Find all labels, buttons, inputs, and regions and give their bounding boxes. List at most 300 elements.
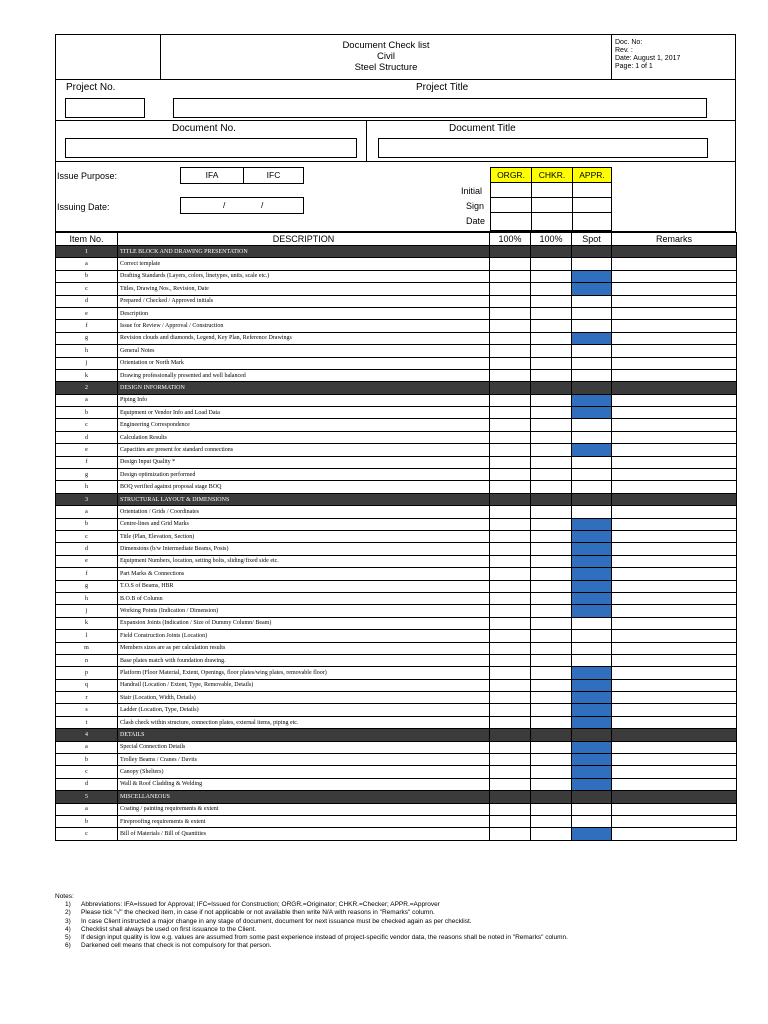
remarks-cell[interactable] [612,778,737,790]
date-separator: / [261,200,264,210]
document-no-field[interactable] [65,138,357,158]
spot-check-cell[interactable] [572,320,612,332]
table-row [56,394,737,406]
spot-check-cell[interactable] [572,716,612,728]
spot-check-cell[interactable] [572,332,612,344]
orgr-check-cell[interactable] [490,617,531,629]
chkr-date[interactable] [531,212,573,231]
section-row [56,382,737,394]
orgr-sign[interactable] [490,197,532,213]
remarks-cell[interactable] [612,555,737,567]
chkr-check-cell[interactable] [531,580,572,592]
remarks-cell[interactable] [612,568,737,580]
remarks-cell[interactable] [612,679,737,691]
spot-check-cell[interactable] [572,692,612,704]
table-row [56,679,737,691]
chkr-check-cell[interactable] [531,741,572,753]
item-description: Fireproofing requirements & extent [118,815,490,827]
chkr-check-cell[interactable] [531,704,572,716]
remarks-cell[interactable] [612,815,737,827]
table-row [56,407,737,419]
remarks-cell[interactable] [612,469,737,481]
orgr-check-cell[interactable] [490,283,531,295]
item-number: n [56,654,118,666]
item-number: a [56,506,118,518]
notes-section [55,893,745,950]
orgr-check-cell[interactable] [490,828,531,840]
spot-check-cell[interactable] [572,419,612,431]
orgr-check-cell[interactable] [490,295,531,307]
orgr-check-cell[interactable] [490,419,531,431]
chkr-check-cell[interactable] [531,679,572,691]
chkr-check-cell[interactable] [531,270,572,282]
remarks-cell[interactable] [612,692,737,704]
spot-check-cell[interactable] [572,283,612,295]
spot-check-cell[interactable] [572,592,612,604]
orgr-check-cell[interactable] [490,654,531,666]
chkr-check-cell[interactable] [531,605,572,617]
note-number: 3) [65,917,71,925]
chkr-check-cell[interactable] [531,667,572,679]
table-row [56,642,737,654]
item-number: 5 [56,791,118,803]
spot-check-cell[interactable] [572,555,612,567]
item-description: Calculation Results [118,431,490,443]
item-description: Piping Info [118,394,490,406]
remarks-cell[interactable] [612,518,737,530]
chkr-initial[interactable] [531,182,573,198]
orgr-check-cell[interactable] [490,679,531,691]
chkr-check-cell[interactable] [531,444,572,456]
spot-check-cell[interactable] [572,543,612,555]
table-row [56,543,737,555]
remarks-cell[interactable] [612,580,737,592]
orgr-check-cell[interactable] [490,518,531,530]
orgr-check-cell[interactable] [490,803,531,815]
spot-check-cell[interactable] [572,258,612,270]
spot-check-cell[interactable] [572,754,612,766]
note-text: If design input quality is low e.g. values are assumed from some past experience instead of project-specific vendor data, the reasons shall be noted in "Remarks" column. [81,934,568,942]
orgr-check-cell[interactable] [490,580,531,592]
spot-check-cell [572,246,612,258]
logo-area [56,35,161,79]
orgr-check-cell[interactable] [490,543,531,555]
note-item [55,942,745,950]
remarks-cell[interactable] [612,307,737,319]
chkr-check-cell[interactable] [531,518,572,530]
chkr-check-cell[interactable] [531,803,572,815]
chkr-check-cell[interactable] [531,369,572,381]
orgr-check-cell[interactable] [490,270,531,282]
chkr-check-cell[interactable] [531,332,572,344]
item-description: Wall & Roof Cladding & Welding [118,778,490,790]
orgr-check-cell[interactable] [490,555,531,567]
orgr-check-cell[interactable] [490,394,531,406]
table-header-row [56,233,737,246]
chkr-check-cell[interactable] [531,778,572,790]
chkr-check-cell [531,382,572,394]
chkr-check-cell[interactable] [531,630,572,642]
spot-check-cell[interactable] [572,307,612,319]
remarks-cell[interactable] [612,270,737,282]
note-text: In case Client instructed a major change in any stage of document, document for next issuance must be checked again as per checklist. [81,917,472,925]
remarks-cell[interactable] [612,803,737,815]
chkr-check-cell[interactable] [531,345,572,357]
chkr-check-cell[interactable] [531,506,572,518]
table-row [56,369,737,381]
spot-check-cell[interactable] [572,357,612,369]
item-description: Title (Plan, Elevation, Section) [118,530,490,542]
orgr-check-cell[interactable] [490,444,531,456]
spot-check-cell[interactable] [572,828,612,840]
chkr-check-cell[interactable] [531,394,572,406]
spot-check-cell[interactable] [572,345,612,357]
chkr-sign[interactable] [531,197,573,213]
chkr-check-cell[interactable] [531,407,572,419]
item-description: Expansion Joints (Indication / Size of Dummy Column/ Beam) [118,617,490,629]
table-row [56,592,737,604]
spot-check-cell[interactable] [572,270,612,282]
col-remarks-header: Remarks [612,233,737,246]
section-row [56,791,737,803]
remarks-cell[interactable] [612,332,737,344]
note-number: 5) [65,934,71,942]
spot-check-cell[interactable] [572,815,612,827]
remarks-cell[interactable] [612,716,737,728]
remarks-cell[interactable] [612,357,737,369]
spot-check-cell[interactable] [572,518,612,530]
remarks-cell[interactable] [612,407,737,419]
item-description: Base plates match with foundation drawing. [118,654,490,666]
spot-check-cell[interactable] [572,568,612,580]
remarks-cell[interactable] [612,283,737,295]
item-number: j [56,605,118,617]
appr-date[interactable] [572,212,612,231]
spot-check-cell[interactable] [572,469,612,481]
item-number: c [56,419,118,431]
spot-check-cell[interactable] [572,778,612,790]
item-number: b [56,815,118,827]
item-number: 1 [56,246,118,258]
remarks-cell[interactable] [612,741,737,753]
spot-check-cell[interactable] [572,456,612,468]
chkr-check-cell[interactable] [531,357,572,369]
remarks-cell[interactable] [612,654,737,666]
spot-check-cell [572,382,612,394]
remarks-cell[interactable] [612,543,737,555]
orgr-check-cell [490,729,531,741]
orgr-initial[interactable] [490,182,532,198]
item-number: a [56,741,118,753]
table-row [56,320,737,332]
item-number: b [56,270,118,282]
remarks-cell[interactable] [612,754,737,766]
chkr-check-cell[interactable] [531,828,572,840]
table-row [56,469,737,481]
item-description: Titles, Drawing Nos., Revision, Date [118,283,490,295]
orgr-check-cell[interactable] [490,754,531,766]
orgr-check-cell[interactable] [490,332,531,344]
spot-check-cell[interactable] [572,407,612,419]
spot-check-cell[interactable] [572,654,612,666]
chkr-check-cell[interactable] [531,754,572,766]
header-block [55,34,736,80]
spot-check-cell[interactable] [572,741,612,753]
remarks-cell[interactable] [612,394,737,406]
item-number: e [56,444,118,456]
table-row [56,654,737,666]
spot-check-cell[interactable] [572,444,612,456]
spot-check-cell[interactable] [572,803,612,815]
orgr-check-cell[interactable] [490,605,531,617]
spot-check-cell[interactable] [572,642,612,654]
document-title-field[interactable] [378,138,708,158]
table-row [56,419,737,431]
table-row [56,828,737,840]
item-number: c [56,766,118,778]
spot-check-cell[interactable] [572,679,612,691]
chkr-check-cell[interactable] [531,530,572,542]
orgr-check-cell[interactable] [490,481,531,493]
chkr-check-cell[interactable] [531,320,572,332]
orgr-check-cell[interactable] [490,778,531,790]
orgr-check-cell[interactable] [490,815,531,827]
table-row [56,667,737,679]
issue-block [55,162,736,232]
orgr-check-cell[interactable] [490,258,531,270]
table-row [56,716,737,728]
item-description: Design Input Quality * [118,456,490,468]
note-text: Darkened cell means that check is not compulsory for that person. [81,942,272,950]
spot-check-cell[interactable] [572,580,612,592]
spot-check-cell[interactable] [572,431,612,443]
orgr-check-cell[interactable] [490,692,531,704]
chkr-check-cell[interactable] [531,555,572,567]
item-number: h [56,592,118,604]
table-row [56,605,737,617]
orgr-check-cell[interactable] [490,667,531,679]
item-number: a [56,803,118,815]
orgr-date[interactable] [490,212,532,231]
orgr-check-cell[interactable] [490,704,531,716]
item-number: g [56,580,118,592]
spot-check-cell[interactable] [572,369,612,381]
orgr-header: ORGR. [490,167,532,183]
orgr-check-cell[interactable] [490,369,531,381]
sign-label: Sign [466,201,485,211]
table-row [56,530,737,542]
remarks-cell[interactable] [612,419,737,431]
orgr-check-cell[interactable] [490,716,531,728]
spot-check-cell[interactable] [572,667,612,679]
chkr-check-cell[interactable] [531,258,572,270]
remarks-cell[interactable] [612,642,737,654]
ifc-option[interactable]: IFC [243,167,304,184]
orgr-check-cell[interactable] [490,630,531,642]
orgr-check-cell[interactable] [490,741,531,753]
note-text: Abbreviations: IFA=Issued for Approval; IFC=Issued for Construction; ORGR.=Originator; CHKR.=Checker; APPR.=Approver [81,901,440,909]
item-description: Bill of Materials / Bill of Quantities [118,828,490,840]
chkr-check-cell[interactable] [531,592,572,604]
item-description: Drafting Standards (Layers, colors, linetypes, units, scale etc.) [118,270,490,282]
chkr-check-cell[interactable] [531,716,572,728]
chkr-check-cell[interactable] [531,543,572,555]
document-meta [611,35,737,79]
table-row [56,692,737,704]
appr-header: APPR. [572,167,612,183]
orgr-check-cell[interactable] [490,320,531,332]
item-number: 3 [56,493,118,505]
orgr-check-cell[interactable] [490,469,531,481]
note-item [55,934,745,942]
item-number: e [56,307,118,319]
spot-check-cell[interactable] [572,530,612,542]
table-row [56,444,737,456]
chkr-check-cell[interactable] [531,815,572,827]
spot-check-cell[interactable] [572,481,612,493]
appr-initial[interactable] [572,182,612,198]
ifa-option[interactable]: IFA [180,167,244,184]
remarks-cell[interactable] [612,630,737,642]
remarks-cell[interactable] [612,369,737,381]
appr-sign[interactable] [572,197,612,213]
item-description: Special Connection Details [118,741,490,753]
orgr-check-cell[interactable] [490,407,531,419]
remarks-cell[interactable] [612,828,737,840]
chkr-check-cell[interactable] [531,469,572,481]
remarks-cell[interactable] [612,704,737,716]
chkr-check-cell[interactable] [531,766,572,778]
table-row [56,555,737,567]
orgr-check-cell[interactable] [490,506,531,518]
chkr-check-cell[interactable] [531,283,572,295]
project-no-field[interactable] [65,98,145,118]
item-description: Correct template [118,258,490,270]
spot-check-cell[interactable] [572,605,612,617]
spot-check-cell[interactable] [572,766,612,778]
remarks-cell[interactable] [612,481,737,493]
remarks-cell[interactable] [612,506,737,518]
remarks-cell[interactable] [612,320,737,332]
chkr-check-cell[interactable] [531,419,572,431]
spot-check-cell[interactable] [572,630,612,642]
date: Date: August 1, 2017 [615,55,681,62]
note-number: 6) [65,942,71,950]
remarks-cell[interactable] [612,444,737,456]
item-description: General Notes [118,345,490,357]
item-number: m [56,642,118,654]
chkr-check-cell[interactable] [531,654,572,666]
orgr-check-cell[interactable] [490,357,531,369]
table-row [56,778,737,790]
spot-check-cell[interactable] [572,295,612,307]
remarks-cell[interactable] [612,295,737,307]
table-row [56,803,737,815]
chkr-check-cell[interactable] [531,307,572,319]
item-number: c [56,530,118,542]
item-number: d [56,543,118,555]
document-no-label: Document No. [172,123,236,134]
item-number: h [56,481,118,493]
orgr-check-cell[interactable] [490,431,531,443]
orgr-check-cell[interactable] [490,766,531,778]
orgr-check-cell[interactable] [490,307,531,319]
chkr-check-cell[interactable] [531,456,572,468]
date-separator: / [223,200,226,210]
remarks-cell[interactable] [612,592,737,604]
orgr-check-cell[interactable] [490,592,531,604]
chkr-check-cell[interactable] [531,431,572,443]
issuing-date-label: Issuing Date: [57,202,110,212]
project-row [55,80,736,121]
checklist-document [55,34,736,841]
remarks-cell[interactable] [612,456,737,468]
chkr-check-cell [531,493,572,505]
table-row [56,332,737,344]
table-row [56,357,737,369]
table-row [56,617,737,629]
item-number: c [56,828,118,840]
col-item-header: Item No. [56,233,118,246]
table-row [56,741,737,753]
chkr-check-cell[interactable] [531,692,572,704]
remarks-cell[interactable] [612,431,737,443]
chkr-check-cell[interactable] [531,642,572,654]
spot-check-cell[interactable] [572,617,612,629]
remarks-cell[interactable] [612,605,737,617]
title-line-2: Civil [377,51,395,62]
remarks-cell[interactable] [612,258,737,270]
item-number: 2 [56,382,118,394]
item-description: Engineering Correspondence [118,419,490,431]
item-description: TITLE BLOCK AND DRAWING PRESENTATION [118,246,490,258]
remarks-cell [612,791,737,803]
item-description: Stair (Location, Width, Details) [118,692,490,704]
item-description: Description [118,307,490,319]
note-text: Checklist shall always be used on first issuance to the Client. [81,925,257,933]
item-description: Revision clouds and diamonds, Legend, Key Plan, Reference Drawings [118,332,490,344]
issuing-date-field[interactable] [180,197,304,214]
chkr-check-cell[interactable] [531,481,572,493]
remarks-cell[interactable] [612,530,737,542]
chkr-check-cell[interactable] [531,568,572,580]
item-number: b [56,754,118,766]
orgr-check-cell[interactable] [490,345,531,357]
issue-purpose-label: Issue Purpose: [57,171,118,181]
item-description: Equipment or Vendor Info and Load Data [118,407,490,419]
spot-check-cell[interactable] [572,394,612,406]
remarks-cell[interactable] [612,345,737,357]
project-title-field[interactable] [173,98,707,118]
chkr-check-cell[interactable] [531,295,572,307]
item-description: BOQ verified against proposal stage BOQ [118,481,490,493]
chkr-check-cell[interactable] [531,617,572,629]
remarks-cell[interactable] [612,667,737,679]
remarks-cell[interactable] [612,766,737,778]
table-row [56,518,737,530]
orgr-check-cell[interactable] [490,456,531,468]
chkr-check-cell [531,729,572,741]
item-number: r [56,692,118,704]
spot-check-cell[interactable] [572,704,612,716]
item-description: Prepared / Checked / Approved initials [118,295,490,307]
orgr-check-cell[interactable] [490,530,531,542]
col-spot-header: Spot [572,233,612,246]
spot-check-cell[interactable] [572,506,612,518]
orgr-check-cell[interactable] [490,642,531,654]
remarks-cell[interactable] [612,617,737,629]
orgr-check-cell[interactable] [490,568,531,580]
